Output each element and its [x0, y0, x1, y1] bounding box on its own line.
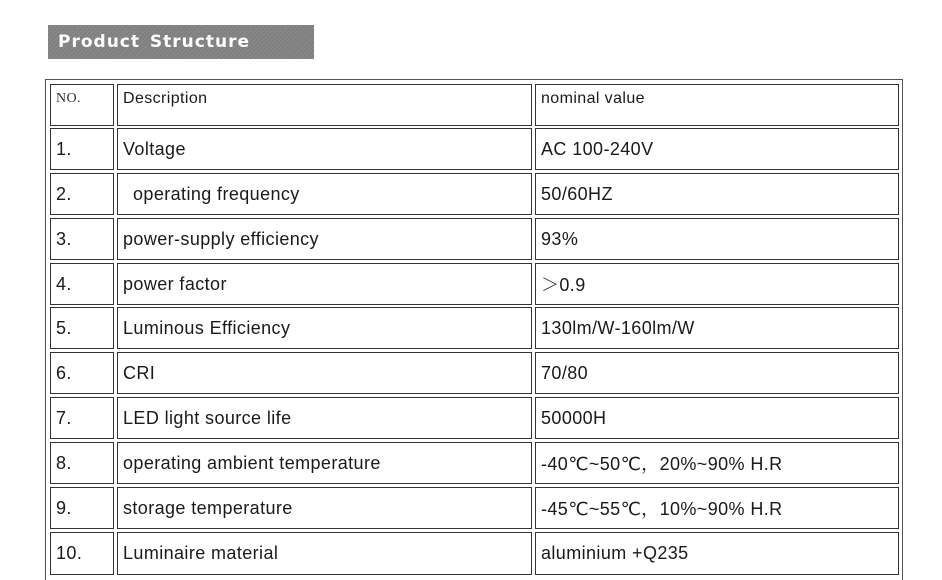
row-9-description: storage temperature: [117, 487, 532, 529]
row-4-value: ＞0.9: [535, 263, 899, 305]
row-10-description: Luminaire material: [117, 532, 532, 575]
row-2-description: operating frequency: [117, 173, 532, 215]
row-1-no: 1.: [50, 128, 114, 170]
row-9-no: 9.: [50, 487, 114, 529]
row-9-value: -45℃~55℃，10%~90% H.R: [535, 487, 899, 529]
header-value: nominal value: [535, 84, 899, 126]
row-5-no: 5.: [50, 307, 114, 349]
section-header: [48, 25, 314, 59]
row-6-no: 6.: [50, 352, 114, 394]
row-8-no: 8.: [50, 442, 114, 484]
row-4-no: 4.: [50, 263, 114, 305]
row-8-description: operating ambient temperature: [117, 442, 532, 484]
row-6-description: CRI: [117, 352, 532, 394]
row-10-value: aluminium +Q235: [535, 532, 899, 575]
row-5-description: Luminous Efficiency: [117, 307, 532, 349]
row-3-value: 93%: [535, 218, 899, 260]
row-2-no: 2.: [50, 173, 114, 215]
section-title: Product Structure: [58, 32, 250, 52]
row-6-value: 70/80: [535, 352, 899, 394]
row-3-description: power-supply efficiency: [117, 218, 532, 260]
header-description: Description: [117, 84, 532, 126]
row-7-no: 7.: [50, 397, 114, 439]
header-no: NO.: [50, 84, 114, 126]
row-7-value: 50000H: [535, 397, 899, 439]
row-10-no: 10.: [50, 532, 114, 575]
row-7-description: LED light source life: [117, 397, 532, 439]
row-2-value: 50/60HZ: [535, 173, 899, 215]
row-5-value: 130lm/W-160lm/W: [535, 307, 899, 349]
row-1-description: Voltage: [117, 128, 532, 170]
row-3-no: 3.: [50, 218, 114, 260]
row-1-value: AC 100-240V: [535, 128, 899, 170]
row-4-description: power factor: [117, 263, 532, 305]
row-8-value: -40℃~50℃，20%~90% H.R: [535, 442, 899, 484]
